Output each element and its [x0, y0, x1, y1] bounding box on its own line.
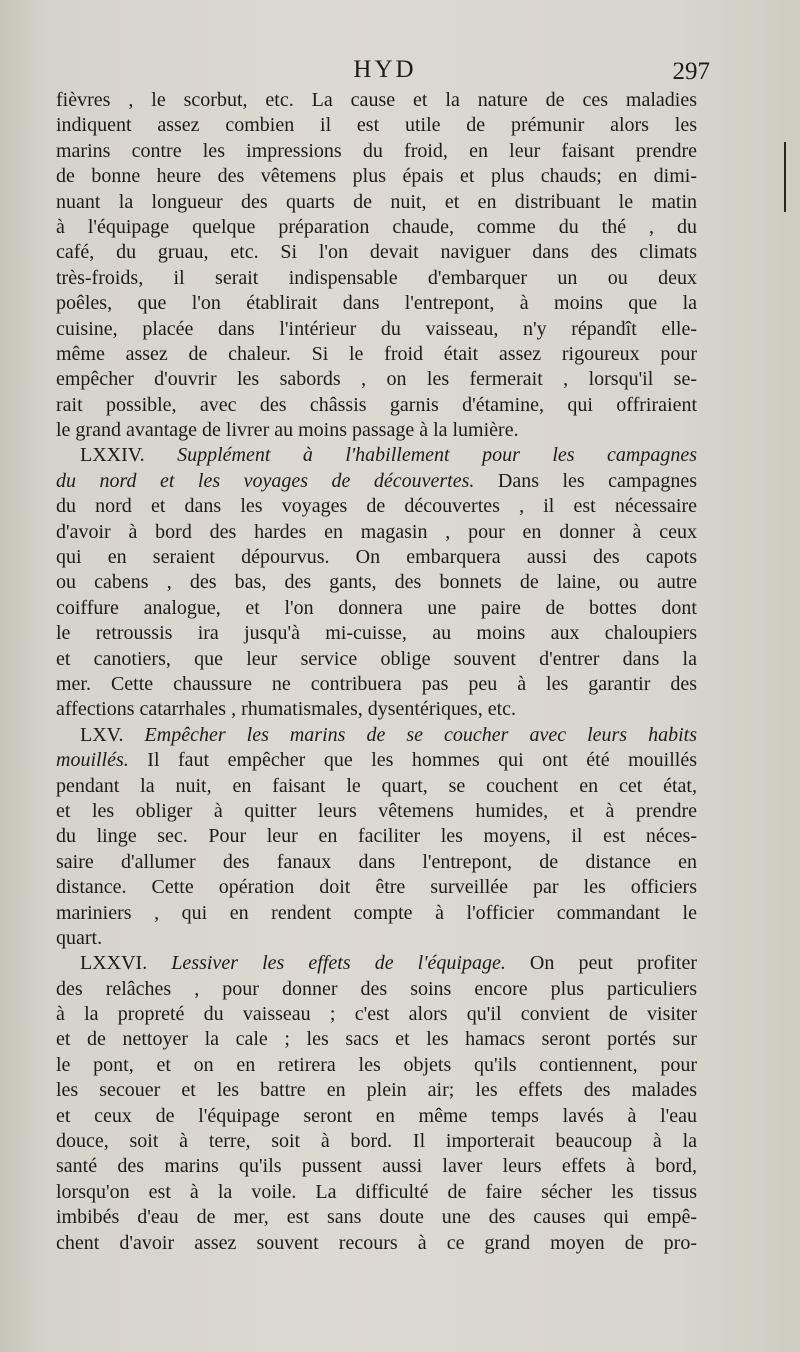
text-line	[56, 621, 697, 646]
text-line	[56, 393, 697, 418]
text-line	[56, 545, 697, 570]
text-line	[56, 1053, 697, 1078]
text-line	[56, 723, 697, 748]
text-line	[56, 164, 697, 189]
line-text: distance. Cette opération doit être surveillée par les officiers	[56, 876, 697, 899]
text-line	[56, 1154, 697, 1179]
line-text: mariniers , qui en rendent compte à l'officier commandant le	[56, 901, 697, 924]
line-text: indiquent assez combien il est utile de prémunir alors les	[56, 114, 697, 137]
text-line	[56, 113, 697, 138]
line-text: d'avoir à bord des hardes en magasin , pour en donner à ceux	[56, 520, 697, 543]
text-line	[56, 190, 697, 215]
line-text: imbibés d'eau de mer, est sans doute une des causes qui empê-	[56, 1206, 697, 1229]
line-text: et les obliger à quitter leurs vêtemens humides, et à prendre	[56, 799, 697, 822]
line-text: et ceux de l'équipage seront en même temps lavés à l'eau	[56, 1104, 697, 1127]
line-text: et de nettoyer la cale ; les sacs et les hamacs seront portés sur	[56, 1028, 697, 1051]
line-text: coiffure analogue, et l'on donnera une paire de bottes dont	[56, 596, 697, 619]
text-line	[56, 317, 697, 342]
text-line	[56, 570, 697, 595]
section-number: LXXVI.	[80, 952, 172, 975]
line-text: ou cabens , des bas, des gants, des bonnets de laine, ou autre	[56, 571, 697, 594]
line-text: des relâches , pour donner des soins encore plus particuliers	[56, 977, 697, 1000]
line-text: nuant la longueur des quarts de nuit, et en distribuant le matin	[56, 190, 697, 213]
section-heading: Supplément à l'habillement pour les campagnes	[177, 444, 697, 467]
line-text: chent d'avoir assez souvent recours à ce grand moyen de pro-	[56, 1231, 697, 1254]
text-line	[56, 1002, 697, 1027]
line-text: saire d'allumer des fanaux dans l'entrepont, de distance en	[56, 850, 697, 873]
line-text: affections catarrhales , rhumatismales, dysentériques, etc.	[56, 698, 517, 721]
text-line	[56, 951, 697, 976]
section-heading: du nord et les voyages de découvertes.	[56, 469, 475, 492]
section-heading: mouillés.	[56, 749, 129, 772]
section-number: LXV.	[80, 723, 145, 746]
text-line	[56, 875, 697, 900]
line-text: pendant la nuit, en faisant le quart, se couchent en cet état,	[56, 774, 697, 797]
line-text: On peut profiter	[505, 952, 697, 975]
text-line	[56, 774, 697, 799]
text-line	[56, 367, 697, 392]
text-line	[56, 342, 697, 367]
text-line	[56, 647, 697, 672]
line-text: quart.	[56, 926, 103, 949]
body-text	[56, 88, 697, 1256]
line-text: du linge sec. Pour leur en faciliter les moyens, il est néces-	[56, 825, 697, 848]
line-text: qui en seraient dépourvus. On embarquera aussi des capots	[56, 546, 697, 569]
text-line	[56, 291, 697, 316]
text-line	[56, 1078, 697, 1103]
text-line	[56, 88, 697, 113]
text-line	[56, 1129, 697, 1154]
line-text: les secouer et les battre en plein air; les effets des malades	[56, 1079, 697, 1102]
text-line	[56, 266, 697, 291]
text-line	[56, 1027, 697, 1052]
text-line	[56, 1231, 697, 1256]
line-text: douce, soit à terre, soit à bord. Il importerait beaucoup à la	[56, 1130, 697, 1153]
line-text: lorsqu'on est à la voile. La difficulté de faire sécher les tissus	[56, 1180, 697, 1203]
line-text: le grand avantage de livrer au moins passage à la lumière.	[56, 419, 519, 442]
line-text: mer. Cette chaussure ne contribuera pas peu à les garantir des	[56, 672, 697, 695]
text-line	[56, 240, 697, 265]
text-line	[56, 824, 697, 849]
line-text: empêcher d'ouvrir les sabords , on les fermerait , lorsqu'il se-	[56, 368, 697, 391]
line-text: même assez de chaleur. Si le froid était assez rigoureux pour	[56, 342, 697, 365]
line-text: le retroussis ira jusqu'à mi-cuisse, au moins aux chaloupiers	[56, 622, 697, 645]
text-line	[56, 799, 697, 824]
text-line	[56, 672, 697, 697]
text-line	[56, 1104, 697, 1129]
section-heading: Empêcher les marins de se coucher avec leurs habits	[144, 723, 697, 746]
line-text: Il faut empêcher que les hommes qui ont été mouillés	[128, 749, 697, 772]
line-text: cuisine, placée dans l'intérieur du vaisseau, n'y répandît elle-	[56, 317, 697, 340]
line-text: du nord et dans les voyages de découvertes , il est nécessaire	[56, 495, 697, 518]
text-line	[56, 1180, 697, 1205]
line-text: café, du gruau, etc. Si l'on devait naviguer dans des climats	[56, 241, 697, 264]
line-text: à la propreté du vaisseau ; c'est alors qu'il convient de visiter	[56, 1003, 697, 1026]
text-line	[56, 418, 697, 443]
line-text: fièvres , le scorbut, etc. La cause et la nature de ces maladies	[56, 89, 697, 111]
text-line	[56, 443, 697, 468]
section-heading: Lessiver les effets de l'équipage.	[171, 952, 506, 975]
text-line	[56, 748, 697, 773]
page-number: 297	[672, 58, 710, 85]
text-line	[56, 1205, 697, 1230]
page-header	[60, 56, 710, 92]
text-line	[56, 596, 697, 621]
line-text: santé des marins qu'ils pussent aussi laver leurs effets à bord,	[56, 1155, 697, 1178]
line-text: rait possible, avec des châssis garnis d'étamine, qui offriraient	[56, 393, 697, 416]
line-text: le pont, et on en retirera les objets qu'ils contiennent, pour	[56, 1053, 697, 1076]
text-line	[56, 901, 697, 926]
section-number: LXXIV.	[80, 444, 178, 467]
text-line	[56, 215, 697, 240]
text-line	[56, 139, 697, 164]
line-text: et canotiers, que leur service oblige souvent d'entrer dans la	[56, 647, 697, 670]
text-line	[56, 520, 697, 545]
text-line	[56, 697, 697, 722]
line-text: à l'équipage quelque préparation chaude, comme du thé , du	[56, 215, 697, 238]
text-line	[56, 850, 697, 875]
margin-mark	[784, 142, 786, 212]
text-line	[56, 469, 697, 494]
text-line	[56, 977, 697, 1002]
line-text: marins contre les impressions du froid, en leur faisant prendre	[56, 139, 697, 162]
text-line	[56, 926, 697, 951]
running-head: HYD	[353, 56, 417, 83]
line-text: très-froids, il serait indispensable d'embarquer un ou deux	[56, 266, 697, 289]
text-line	[56, 494, 697, 519]
line-text: poêles, que l'on établirait dans l'entrepont, à moins que la	[56, 292, 697, 315]
line-text: Dans les campagnes	[474, 469, 698, 492]
line-text: de bonne heure des vêtemens plus épais et plus chauds; en dimi-	[56, 165, 697, 188]
